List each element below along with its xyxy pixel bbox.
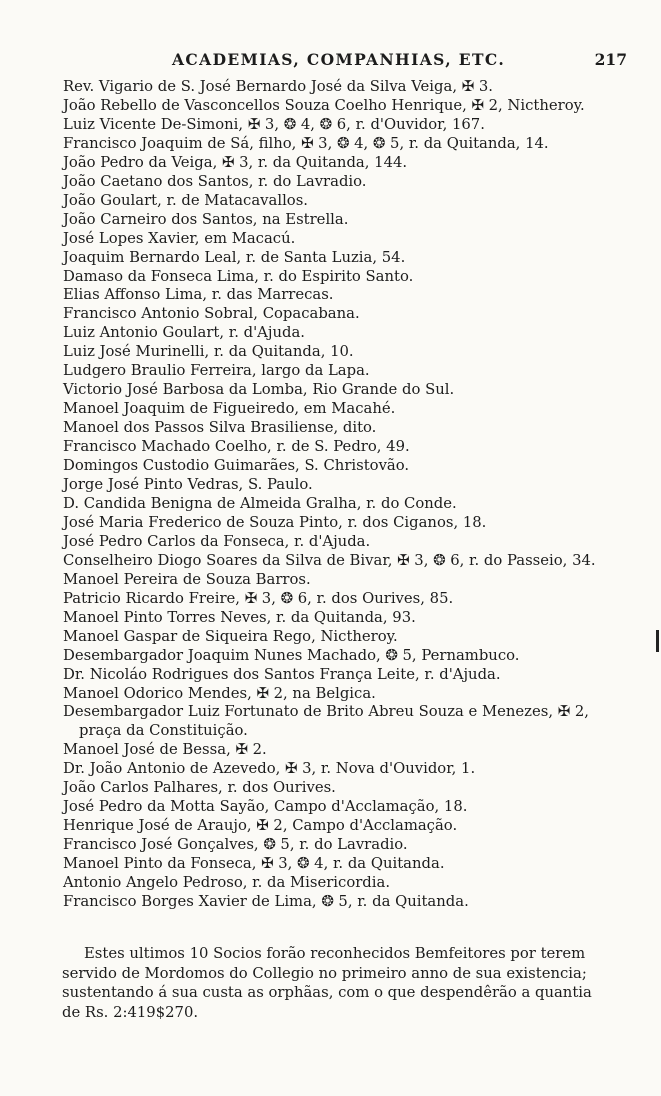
list-entry: Manoel Odorico Mendes, ✠ 2, na Belgica. [63,684,376,702]
list-entry: Francisco José Gonçalves, ❂ 5, r. do Lavradio. [63,836,408,854]
list-entry: Manoel Gaspar de Siqueira Rego, Nictheroy. [63,627,398,645]
list-entry: Henrique José de Araujo, ✠ 2, Campo d'Acclamação. [63,817,458,835]
list-entry: João Caetano dos Santos, r. do Lavradio. [63,172,367,190]
list-entry: Luiz José Murinelli, r. da Quitanda, 10. [63,343,354,361]
list-entry: Luiz Vicente De-Simoni, ✠ 3, ❂ 4, ❂ 6, r. d'Ouvidor, 167. [63,115,485,133]
closing-note [62,944,622,1022]
list-entry: José Lopes Xavier, em Macacú. [63,229,296,247]
list-entry: José Maria Frederico de Souza Pinto, r. dos Ciganos, 18. [63,513,487,531]
list-entry: Francisco Antonio Sobral, Copacabana. [63,305,360,323]
list-entry: Manoel José de Bessa, ✠ 2. [63,741,267,759]
list-entry: Manoel Pereira de Souza Barros. [63,570,311,588]
list-entry: José Pedro da Motta Sayão, Campo d'Acclamação, 18. [63,798,468,816]
list-entry: João Rebello de Vasconcellos Souza Coelho Henrique, ✠ 2, Nictheroy. [63,96,585,114]
list-entry: João Goulart, r. de Matacavallos. [63,191,309,209]
list-entry: Joaquim Bernardo Leal, r. de Santa Luzia, 54. [63,248,406,266]
page-number: 217 [594,50,627,69]
list-entry: João Pedro da Veiga, ✠ 3, r. da Quitanda, 144. [63,153,408,171]
list-entry: Francisco Machado Coelho, r. de S. Pedro, 49. [63,438,410,456]
list-entry: João Carneiro dos Santos, na Estrella. [63,210,349,228]
list-entry: Antonio Angelo Pedroso, r. da Misericordia. [63,874,391,892]
note-line: sustentando á sua custa as orphãas, com o que despendêrão a quantia [62,984,592,1001]
list-entry: Rev. Vigario de S. José Bernardo José da Silva Veiga, ✠ 3. [63,78,493,95]
running-head: ACADEMIAS, COMPANHIAS, ETC. [172,50,506,69]
list-entry: João Carlos Palhares, r. dos Ourives. [63,779,336,797]
list-entry: Francisco Joaquim de Sá, filho, ✠ 3, ❂ 4, ❂ 5, r. da Quitanda, 14. [63,134,549,152]
list-entry: Dr. João Antonio de Azevedo, ✠ 3, r. Nova d'Ouvidor, 1. [63,760,476,778]
note-line: de Rs. 2:419$270. [62,1003,199,1021]
list-entry: Patricio Ricardo Freire, ✠ 3, ❂ 6, r. dos Ourives, 85. [63,589,454,607]
list-entry: Francisco Borges Xavier de Lima, ❂ 5, r. da Quitanda. [63,892,469,910]
list-entry-continuation: praça da Constituição. [79,722,248,740]
list-entry: D. Candida Benigna de Almeida Gralha, r. do Conde. [63,494,457,512]
note-line: servido de Mordomos do Collegio no primeiro anno de sua existencia; [62,964,587,982]
list-entry: Manoel dos Passos Silva Brasiliense, dito. [63,419,377,437]
list-entry: Victorio José Barbosa da Lomba, Rio Grande do Sul. [63,381,455,399]
list-entry: Domingos Custodio Guimarães, S. Christovão. [63,457,410,475]
list-entry: Manoel Pinto da Fonseca, ✠ 3, ❂ 4, r. da Quitanda. [63,855,445,873]
list-entry: Manoel Pinto Torres Neves, r. da Quitanda, 93. [63,608,416,626]
list-entry: Damaso da Fonseca Lima, r. do Espirito Santo. [63,267,414,285]
list-entry: Luiz Antonio Goulart, r. d'Ajuda. [63,324,305,342]
list-entry: Manoel Joaquim de Figueiredo, em Macahé. [63,400,396,418]
list-entry: Ludgero Braulio Ferreira, largo da Lapa. [63,362,370,380]
page-header [62,50,627,72]
list-entry: Jorge José Pinto Vedras, S. Paulo. [63,476,313,494]
list-entry: Desembargador Luiz Fortunato de Brito Abreu Souza e Menezes, ✠ 2, [63,703,589,721]
list-entry: José Pedro Carlos da Fonseca, r. d'Ajuda. [63,532,371,550]
note-line: Estes ultimos 10 Socios forão reconhecidos Bemfeitores por terem [84,945,586,962]
list-entry: Conselheiro Diogo Soares da Silva de Bivar, ✠ 3, ❂ 6, r. do Passeio, 34. [63,551,596,569]
list-entry: Dr. Nicoláo Rodrigues dos Santos França Leite, r. d'Ajuda. [63,665,501,683]
list-entry: Desembargador Joaquim Nunes Machado, ❂ 5, Pernambuco. [63,646,520,664]
margin-mark [656,630,659,652]
list-entry: Elias Affonso Lima, r. das Marrecas. [63,286,334,304]
member-list [63,78,623,912]
